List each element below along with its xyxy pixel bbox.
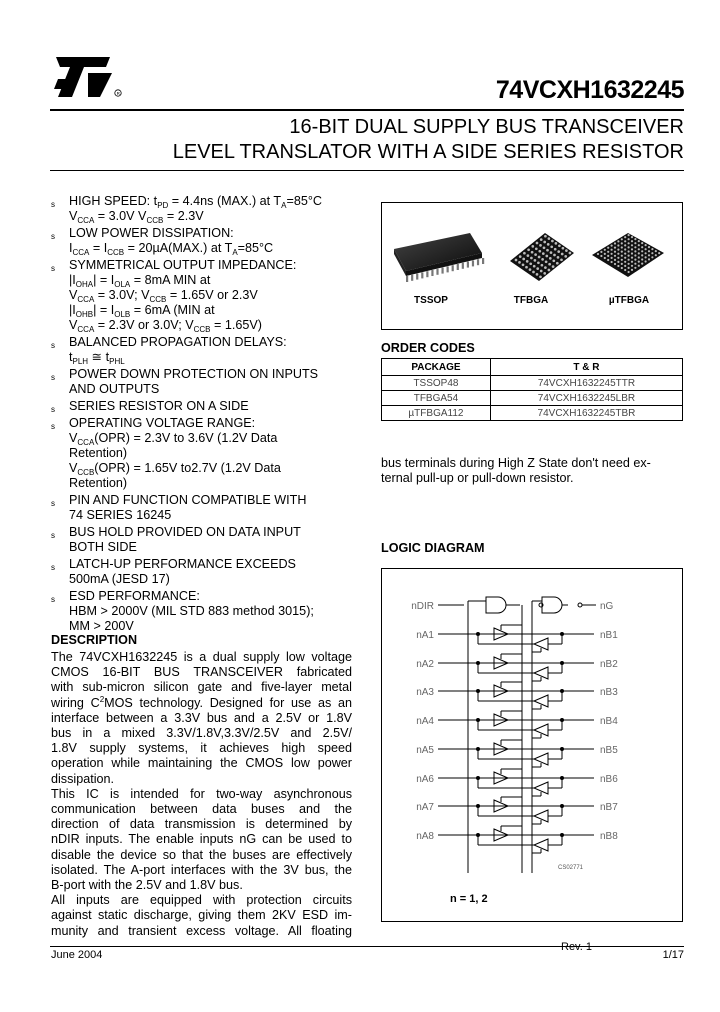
- bullet-icon: s: [51, 499, 55, 508]
- feature-line: BUS HOLD PROVIDED ON DATA INPUT: [69, 525, 301, 539]
- title-line-1: 16-BIT DUAL SUPPLY BUS TRANSCEIVER: [289, 116, 684, 138]
- feature-line: $V_{CCA} = 3.0V$ $V_{CCB} = 2.3V$: [69, 209, 204, 225]
- description-line: All inputs are equipped with protection circuits: [51, 893, 352, 908]
- pin-label-na3: nA3: [416, 687, 434, 698]
- feature-line: $t_{PLH}$ ≅ $t_{PHL}$: [69, 350, 125, 366]
- junction-dot: [561, 777, 564, 780]
- pin-label-nb6: nB6: [600, 774, 618, 785]
- and-gate-1: [486, 597, 506, 613]
- feature-line: HIGH SPEED: $t_{PD} = 4.4ns$ (MAX.) at $T_A=85^\circ C$: [69, 194, 322, 210]
- feature-item: [51, 525, 351, 555]
- feature-item: [51, 194, 351, 224]
- svg-text:R: R: [116, 90, 120, 96]
- bullet-icon: s: [51, 373, 55, 382]
- feature-line: Retention): [69, 446, 128, 460]
- description-line: nDIR inputs. The enable inputs nG can be used to: [51, 832, 352, 847]
- pin-label-na2: nA2: [416, 659, 434, 670]
- description-line: against static discharge, giving them 2KV ESD im-: [51, 908, 352, 923]
- header-rule: [50, 109, 684, 111]
- description-line: dissipation.: [51, 771, 115, 786]
- junction-dot: [561, 805, 564, 808]
- logic-diagram-heading: LOGIC DIAGRAM: [381, 541, 485, 555]
- pin-label-nb5: nB5: [600, 745, 618, 756]
- description-line: The 74VCXH1632245 is a dual supply low voltage: [51, 650, 352, 664]
- g-bubble: [578, 603, 582, 607]
- figure-id: CS02771: [558, 865, 584, 871]
- description-line: 1.8V supply systems, it achieves high speed: [51, 741, 352, 756]
- feature-line: LATCH-UP PERFORMANCE EXCEEDS: [69, 557, 296, 571]
- feature-line: PIN AND FUNCTION COMPATIBLE WITH: [69, 493, 307, 507]
- feature-item: [51, 589, 351, 634]
- bullet-icon: s: [51, 422, 55, 431]
- description-line: CMOS 16-BIT BUS TRANSCEIVER fabricated: [51, 665, 352, 680]
- feature-line: SERIES RESISTOR ON A SIDE: [69, 399, 249, 413]
- order-code: 74VCXH1632245LBR: [490, 391, 682, 406]
- feature-line: Retention): [69, 476, 128, 490]
- junction-dot: [477, 662, 480, 665]
- footer-page: 1/17: [662, 949, 684, 961]
- footer-rev: Rev. 1: [561, 941, 592, 953]
- junction-dot: [561, 662, 564, 665]
- feature-item: [51, 493, 351, 523]
- bullet-icon: s: [51, 563, 55, 572]
- feature-line: AND OUTPUTS: [69, 382, 160, 396]
- order-codes-table: [381, 358, 683, 421]
- feature-line: 74 SERIES 16245: [69, 508, 172, 522]
- feature-line: SYMMETRICAL OUTPUT IMPEDANCE:: [69, 258, 297, 272]
- continuation-line-1: bus terminals during High Z State don't need ex-: [381, 456, 651, 470]
- feature-line: BALANCED PROPAGATION DELAYS:: [69, 335, 287, 349]
- table-row: [382, 406, 683, 421]
- tfbga-package-image: [510, 233, 574, 281]
- title-line-2: LEVEL TRANSLATOR WITH A SIDE SERIES RESISTOR: [172, 141, 684, 163]
- utfbga-package-image: [592, 233, 664, 277]
- pin-label-nb3: nB3: [600, 687, 618, 698]
- order-package: TSSOP48: [382, 376, 491, 391]
- description-line: disable the device so that the buses are effectively: [51, 847, 352, 862]
- description-line: wiring $C^2MOS$ technology. Designed for use as an: [51, 694, 352, 710]
- feature-item: [51, 557, 351, 587]
- pin-label-nb2: nB2: [600, 659, 618, 670]
- description-line: isolated. The A-port interfaces with the 3V bus, the: [51, 862, 352, 877]
- table-row: [382, 376, 683, 391]
- description-line: with sub-micron silicon gate and five-layer metal: [51, 680, 352, 695]
- feature-line: BOTH SIDE: [69, 540, 137, 554]
- junction-dot: [477, 719, 480, 722]
- junction-dot: [561, 690, 564, 693]
- feature-line: $I_{CCA} = I_{CCB} = 20\mu A(MAX.)$ at $T_A=85^\circ C$: [69, 241, 274, 257]
- pin-label-na1: nA1: [416, 630, 434, 641]
- feature-line: $V_{CCB}(OPR) = 1.65V$ to2.7V (1.2V Data: [69, 461, 281, 477]
- description-line: direction of data transmission is determined by: [51, 817, 352, 832]
- bullet-icon: s: [51, 531, 55, 540]
- title-rule: [50, 170, 684, 171]
- pin-label-nb7: nB7: [600, 802, 618, 813]
- pin-label-na4: nA4: [416, 716, 434, 727]
- bullet-icon: s: [51, 595, 55, 604]
- feature-line: $V_{CCA} = 3.0V$; $V_{CCB} = 1.65V$ or 2.3V: [69, 288, 258, 304]
- order-code: 74VCXH1632245TBR: [490, 406, 682, 421]
- description-line: B-port with the 2.5V and 1.8V bus.: [51, 878, 243, 893]
- continuation-line-2: ternal pull-up or pull-down resistor.: [381, 471, 574, 486]
- part-number: 74VCXH1632245: [495, 76, 684, 104]
- diagram-note: n = 1, 2: [450, 893, 488, 905]
- feature-line: MM > 200V: [69, 619, 134, 633]
- feature-item: [51, 367, 351, 397]
- pin-label-nb1: nB1: [600, 630, 618, 641]
- tssop-label: TSSOP: [414, 295, 448, 306]
- st-logo: [50, 53, 125, 101]
- pin-label-na8: nA8: [416, 831, 434, 842]
- pin-label-na6: nA6: [416, 774, 434, 785]
- description-line: munity and transient excess voltage. All floating: [51, 923, 352, 938]
- junction-dot: [561, 633, 564, 636]
- junction-dot: [477, 748, 480, 751]
- footer-date: June 2004: [51, 949, 103, 961]
- logic-diagram: [381, 568, 683, 922]
- feature-line: POWER DOWN PROTECTION ON INPUTS: [69, 367, 319, 381]
- feature-line: LOW POWER DISSIPATION:: [69, 226, 234, 240]
- bullet-icon: s: [51, 200, 55, 209]
- continuation-text: [381, 456, 683, 486]
- order-code: 74VCXH1632245TTR: [490, 376, 682, 391]
- description-line: This IC is intended for two-way asynchronous: [51, 786, 352, 801]
- feature-item: [51, 226, 351, 256]
- pin-label-ng: nG: [600, 601, 614, 612]
- feature-line: $V_{CCA}(OPR) = 2.3V$ to 3.6V (1.2V Data: [69, 431, 278, 447]
- bullet-icon: s: [51, 341, 55, 350]
- pin-label-ndir: nDIR: [411, 601, 434, 612]
- feature-item: [51, 399, 351, 414]
- junction-dot: [477, 834, 480, 837]
- feature-item: [51, 258, 351, 333]
- pin-label-na7: nA7: [416, 802, 434, 813]
- junction-dot: [477, 805, 480, 808]
- table-row: [382, 391, 683, 406]
- junction-dot: [561, 748, 564, 751]
- junction-dot: [561, 834, 564, 837]
- description-body: [51, 650, 352, 939]
- order-package: TFBGA54: [382, 391, 491, 406]
- junction-dot: [477, 690, 480, 693]
- description-heading: DESCRIPTION: [51, 633, 138, 647]
- order-codes-heading: ORDER CODES: [381, 341, 475, 355]
- tfbga-label: TFBGA: [513, 295, 549, 306]
- junction-dot: [561, 719, 564, 722]
- description-line: operation while maintaining the CMOS low power: [51, 756, 352, 771]
- junction-dot: [477, 777, 480, 780]
- bullet-icon: s: [51, 232, 55, 241]
- pin-label-nb4: nB4: [600, 716, 618, 727]
- feature-item: [51, 416, 351, 491]
- description-line: communication between data buses and the: [51, 802, 352, 817]
- junction-dot: [477, 633, 480, 636]
- feature-line: ESD PERFORMANCE:: [69, 589, 200, 603]
- feature-item: [51, 335, 351, 365]
- tssop-package-image: [394, 233, 484, 282]
- feature-line: OPERATING VOLTAGE RANGE:: [69, 416, 256, 430]
- and-gate-2: [542, 597, 562, 613]
- pin-label-nb8: nB8: [600, 831, 618, 842]
- feature-line: $|I_{OHB}| = I_{OLB} = 6mA$ (MIN at: [69, 303, 215, 319]
- feature-line: $V_{CCA} = 2.3V$ or 3.0V; $V_{CCB} = 1.65V$): [69, 318, 262, 334]
- order-package: µTFBGA112: [382, 406, 491, 421]
- description-line: interface between a 3.3V bus and a 2.5V or 1.8V: [51, 710, 352, 725]
- feature-line: $|I_{OHA}| = I_{OLA} = 8mA$ MIN at: [69, 273, 211, 289]
- feature-line: 500mA (JESD 17): [69, 572, 170, 586]
- utfbga-label: µTFBGA: [608, 295, 650, 306]
- order-col-tr: T & R: [490, 359, 682, 376]
- order-col-package: PACKAGE: [382, 359, 491, 376]
- description-line: bus in a mixed 3.3V/1.8V,3.3V/2.5V and 2.5V/: [51, 726, 352, 741]
- pin-label-na5: nA5: [416, 745, 434, 756]
- feature-line: HBM > 2000V (MIL STD 883 method 3015);: [69, 604, 314, 618]
- package-images: [381, 202, 683, 330]
- bullet-icon: s: [51, 264, 55, 273]
- bullet-icon: s: [51, 405, 55, 414]
